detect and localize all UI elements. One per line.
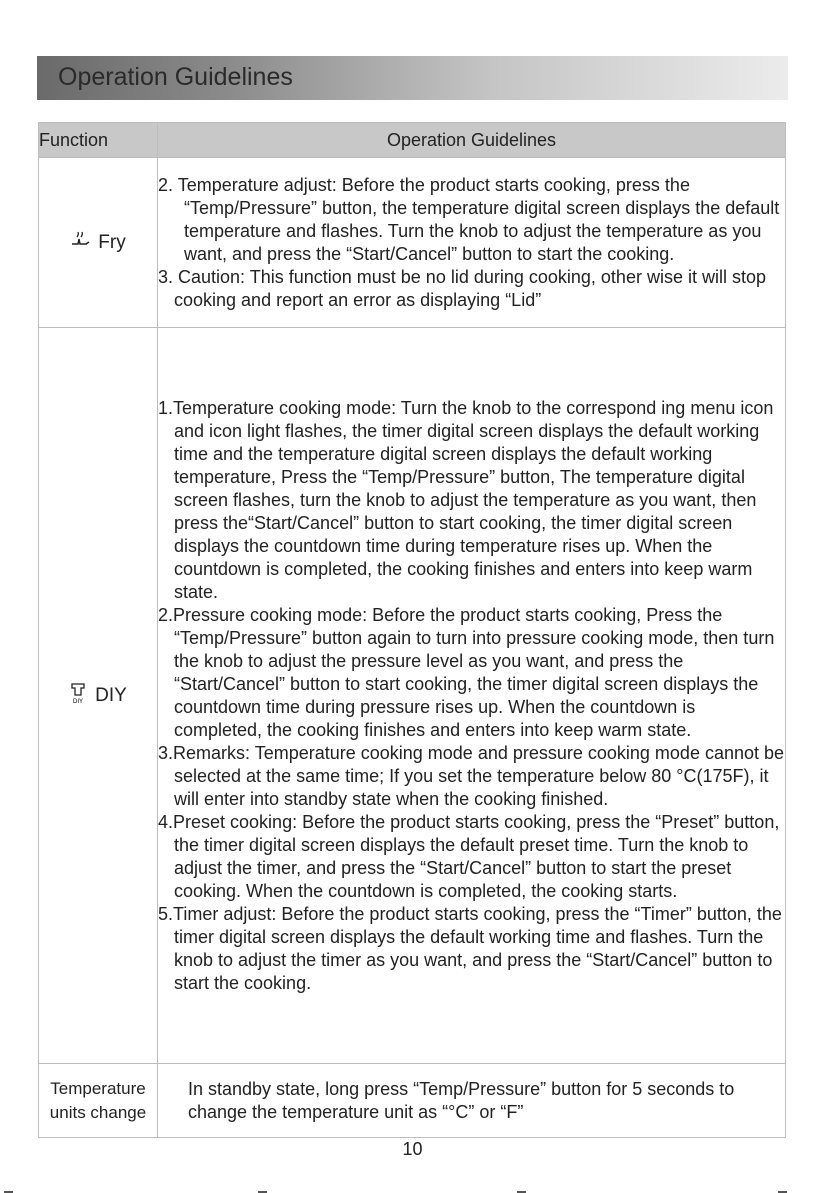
fry-icon (70, 231, 90, 255)
guideline-item: 2. Temperature adjust: Before the product starts cooking, press the “Temp/Pressure” button, the temperature digital screen displays the default temperature and flashes. Turn the knob to adjust the temperature as you want, and press the “Start/Cancel” button to start the cooking. (158, 174, 780, 264)
table-row-temperature-units (39, 1064, 786, 1138)
guideline-item: 4.Preset cooking: Before the product starts cooking, press the “Preset” button, the timer digital screen displays the default preset time. Turn the knob to adjust the timer, and press the “Start/Cancel” button to start the preset cooking. When the countdown is completed, the cooking starts. (158, 811, 780, 901)
guidelines-table (38, 122, 786, 1138)
guideline-item: 3.Remarks: Temperature cooking mode and pressure cooking mode cannot be selected at the same time; If you set the temperature below 80 °C(175F), it will enter into standby state when the cooking finished. (158, 742, 785, 809)
function-cell-fry (39, 158, 158, 328)
function-label-diy: DIY (95, 684, 127, 706)
function-label-fry: Fry (98, 231, 126, 253)
table-row-fry (39, 158, 786, 328)
diy-icon-text: DIY (73, 698, 84, 704)
page-number: 10 (402, 1139, 423, 1159)
guideline-cell-fry (158, 158, 786, 328)
table-row-diy (39, 328, 786, 1064)
guideline-cell-diy (158, 328, 786, 1064)
column-header-guidelines: Operation Guidelines (158, 123, 786, 158)
function-cell-diy (39, 328, 158, 1064)
function-label-line1: Temperature (50, 1078, 146, 1098)
page-title: Operation Guidelines (58, 63, 293, 91)
guideline-item: 2.Pressure cooking mode: Before the product starts cooking, Press the “Temp/Pressure” button again to turn into pressure cooking mode, then turn the knob to adjust the pressure level as you want, and press the “Start/Cancel” button to start cooking, the timer digital screen displays the countdown time during pressure rises up. When the countdown is completed, the cooking finishes and enters into keep warm state. (158, 604, 775, 740)
guideline-cell-temperature-units: In standby state, long press “Temp/Pressure” button for 5 seconds to change the temperature unit as “°C” or “F” (158, 1064, 786, 1138)
diy-icon (69, 682, 87, 710)
function-label-line2: units change (49, 1102, 147, 1122)
table-header-row (39, 123, 786, 158)
section-banner (37, 56, 788, 100)
function-cell-temperature-units (39, 1064, 158, 1138)
guideline-item: 5.Timer adjust: Before the product starts cooking, press the “Timer” button, the timer digital screen displays the default working time and flashes. Turn the knob to adjust the timer as you want, and press the “Start/Cancel” button to start the cooking. (158, 903, 782, 993)
guideline-item: 3. Caution: This function must be no lid during cooking, other wise it will stop cooking and report an error as displaying “Lid” (158, 266, 766, 310)
guideline-item: 1.Temperature cooking mode: Turn the knob to the correspond ing menu icon and icon light flashes, the timer digital screen displays the default working time and the temperature digital screen displays the default working temperature, Press the “Temp/Pressure” button, The temperature digital screen flashes, turn the knob to adjust the temperature as you want, then press the“Start/Cancel” button to start cooking, the timer digital screen displays the countdown time during temperature rises up. When the countdown is completed, the cooking finishes and enters into keep warm state. (158, 397, 774, 602)
column-header-function: Function (39, 123, 158, 158)
